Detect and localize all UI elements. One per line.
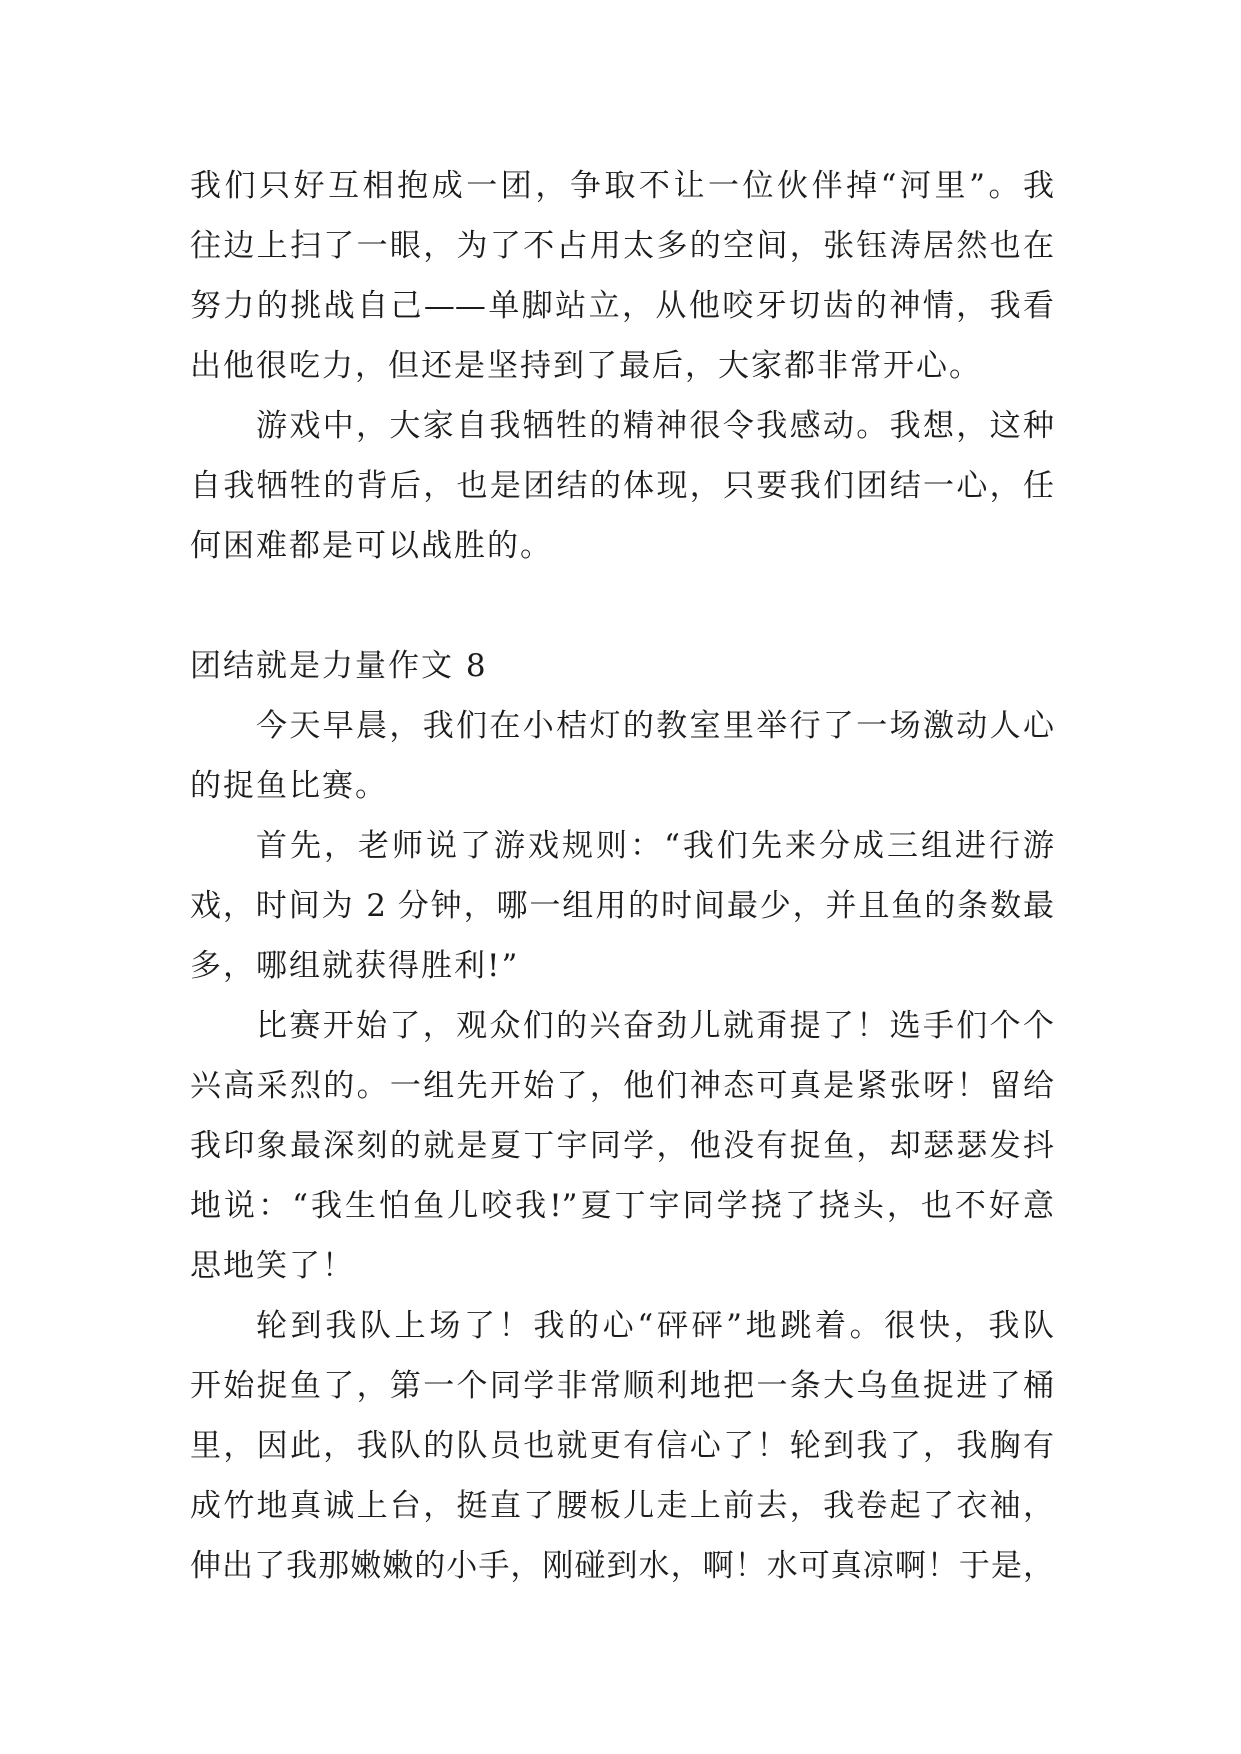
text-line: 出他很吃力，但还是坚持到了最后，大家都非常开心。 [190, 348, 982, 384]
text-line: 我们只好互相抱成一团，争取不让一位伙伴掉“河里”。我 [190, 168, 1054, 204]
text-line: 地说：“我生怕鱼儿咬我!”夏丁宇同学挠了挠头，也不好意 [190, 1188, 1054, 1224]
paragraph [190, 996, 1054, 1296]
text-line: 思地笑了！ [190, 1248, 355, 1284]
text-line: 努力的挑战自己——单脚站立，从他咬牙切齿的神情，我看 [190, 288, 1054, 324]
paragraph [190, 396, 1054, 576]
text-line: 何困难都是可以战胜的。 [190, 528, 553, 564]
paragraph [190, 1296, 1054, 1596]
text-line: 自我牺牲的背后，也是团结的体现，只要我们团结一心，任 [190, 468, 1054, 504]
text-line: 游戏中，大家自我牺牲的精神很令我感动。我想，这种 [256, 408, 1054, 444]
text-line: 伸出了我那嫩嫩的小手，刚碰到水，啊！水可真凉啊！于是， [190, 1548, 1054, 1584]
paragraph [190, 696, 1054, 816]
document-body [190, 156, 1054, 1596]
text-line: 里，因此，我队的队员也就更有信心了！轮到我了，我胸有 [190, 1428, 1054, 1464]
section-title: 团结就是力量作文 8 [190, 648, 488, 684]
text-line: 开始捉鱼了，第一个同学非常顺利地把一条大乌鱼捉进了桶 [190, 1368, 1054, 1404]
text-line: 多，哪组就获得胜利!” [190, 948, 520, 984]
text-line: 轮到我队上场了！我的心“砰砰”地跳着。很快，我队 [256, 1308, 1054, 1344]
text-line: 今天早晨，我们在小桔灯的教室里举行了一场激动人心 [256, 708, 1054, 744]
paragraph [190, 156, 1054, 396]
text-line: 兴高采烈的。一组先开始了，他们神态可真是紧张呀！留给 [190, 1068, 1054, 1104]
text-line: 成竹地真诚上台，挺直了腰板儿走上前去，我卷起了衣袖， [190, 1488, 1054, 1524]
text-line: 的捉鱼比赛。 [190, 768, 388, 804]
text-line: 往边上扫了一眼，为了不占用太多的空间，张钰涛居然也在 [190, 228, 1054, 264]
text-line: 我印象最深刻的就是夏丁宇同学，他没有捉鱼，却瑟瑟发抖 [190, 1128, 1054, 1164]
text-line: 戏，时间为 2 分钟，哪一组用的时间最少，并且鱼的条数最 [190, 888, 1054, 924]
blank-line [190, 576, 1054, 636]
text-line: 比赛开始了，观众们的兴奋劲儿就甭提了！选手们个个 [256, 1008, 1054, 1044]
paragraph [190, 816, 1054, 996]
text-line: 首先，老师说了游戏规则：“我们先来分成三组进行游 [256, 828, 1054, 864]
